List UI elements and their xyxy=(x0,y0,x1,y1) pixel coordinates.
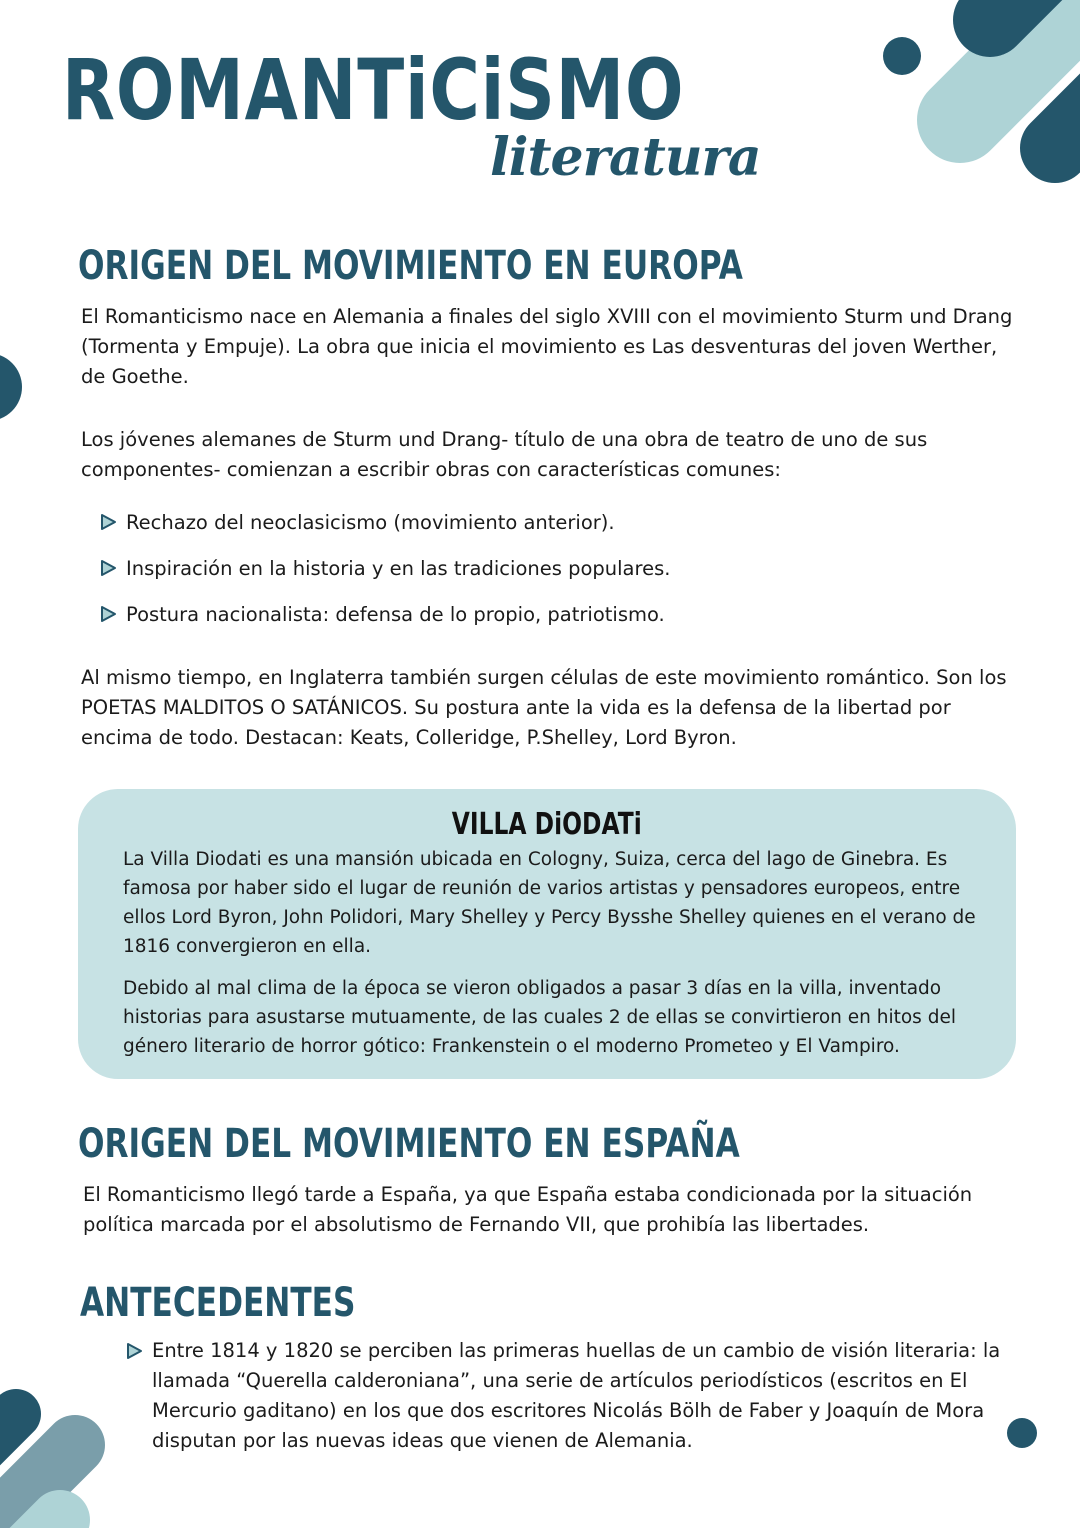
paragraph-europa-2: Los jóvenes alemanes de Sturm und Drang- título de una obra de teatro de uno de sus componentes- comienzan a escribir obras con características comunes: xyxy=(81,428,928,481)
characteristics-list xyxy=(98,507,670,645)
top-right-decoration xyxy=(860,0,1080,220)
list-item xyxy=(98,599,670,629)
list-item-text: Entre 1814 y 1820 se perciben las primeras huellas de un cambio de visión literaria: la llamada “Querella calderoniana”, una serie de artículos periodísticos (escritos en El Mercurio gaditano) en los que dos escritores Nicolás Bölh de Faber y Joaquín de Mora disputan por las nuevas ideas que vienen de Alemania. xyxy=(152,1339,1001,1452)
villa-paragraph-1: La Villa Diodati es una mansión ubicada en Cologny, Suiza, cerca del lago de Ginebra. Es famosa por haber sido el lugar de reunión de varios artistas y pensadores europeos, entre ellos Lord Byron, John Polidori, Mary Shelley y Percy Bysshe Shelley quienes en el verano de 1816 convergieron en ella. xyxy=(123,849,976,957)
paragraph-europa-3: Al mismo tiempo, en Inglaterra también surgen células de este movimiento romántico. Son los POETAS MALDITOS O SATÁNICOS. Su postura ante la vida es la defensa de la libertad por encima de todo. Destacan: Keats, Colleridge, P.Shelley, Lord Byron. xyxy=(81,666,1007,749)
paragraph-europa-1: El Romanticismo nace en Alemania a finales del siglo XVIII con el movimiento Sturm und Drang (Tormenta y Empuje). La obra que inicia el movimiento es Las desventuras del joven Werther, de Goethe. xyxy=(81,305,1013,388)
list-item-text: Postura nacionalista: defensa de lo propio, patriotismo. xyxy=(126,602,665,626)
bottom-right-dot-decoration xyxy=(1005,1416,1039,1450)
list-item-text: Inspiración en la historia y en las tradiciones populares. xyxy=(126,556,671,580)
triangle-arrow-icon xyxy=(98,604,118,624)
triangle-arrow-icon xyxy=(98,558,118,578)
triangle-arrow-icon xyxy=(124,1341,144,1361)
page-title: ROMANTiCiSMO xyxy=(62,41,685,139)
heading-antecedentes: ANTECEDENTES xyxy=(80,1280,356,1326)
page-subtitle: literatura xyxy=(490,127,761,188)
villa-paragraph-2: Debido al mal clima de la época se vieron obligados a pasar 3 días en la villa, inventado historias para asustarse mutuamente, de las cuales 2 de ellas se convirtieron en hitos del género literario de horror gótico: Frankenstein o el moderno Prometeo y El Vampiro. xyxy=(123,978,956,1057)
heading-europa: ORIGEN DEL MOVIMIENTO EN EUROPA xyxy=(78,243,743,289)
list-item xyxy=(124,1336,1002,1456)
list-item xyxy=(98,553,670,583)
left-semicircle-decoration xyxy=(0,350,30,425)
villa-diodati-heading: VILLA DiODATi xyxy=(452,807,642,842)
triangle-arrow-icon xyxy=(98,512,118,532)
paragraph-espana: El Romanticismo llegó tarde a España, ya que España estaba condicionada por la situación política marcada por el absolutismo de Fernando VII, que prohibía las libertades. xyxy=(83,1183,973,1236)
list-item xyxy=(98,507,670,537)
list-item-text: Rechazo del neoclasicismo (movimiento anterior). xyxy=(126,510,615,534)
villa-diodati-box xyxy=(78,789,1016,1079)
heading-espana: ORIGEN DEL MOVIMIENTO EN ESPAÑA xyxy=(78,1121,740,1167)
